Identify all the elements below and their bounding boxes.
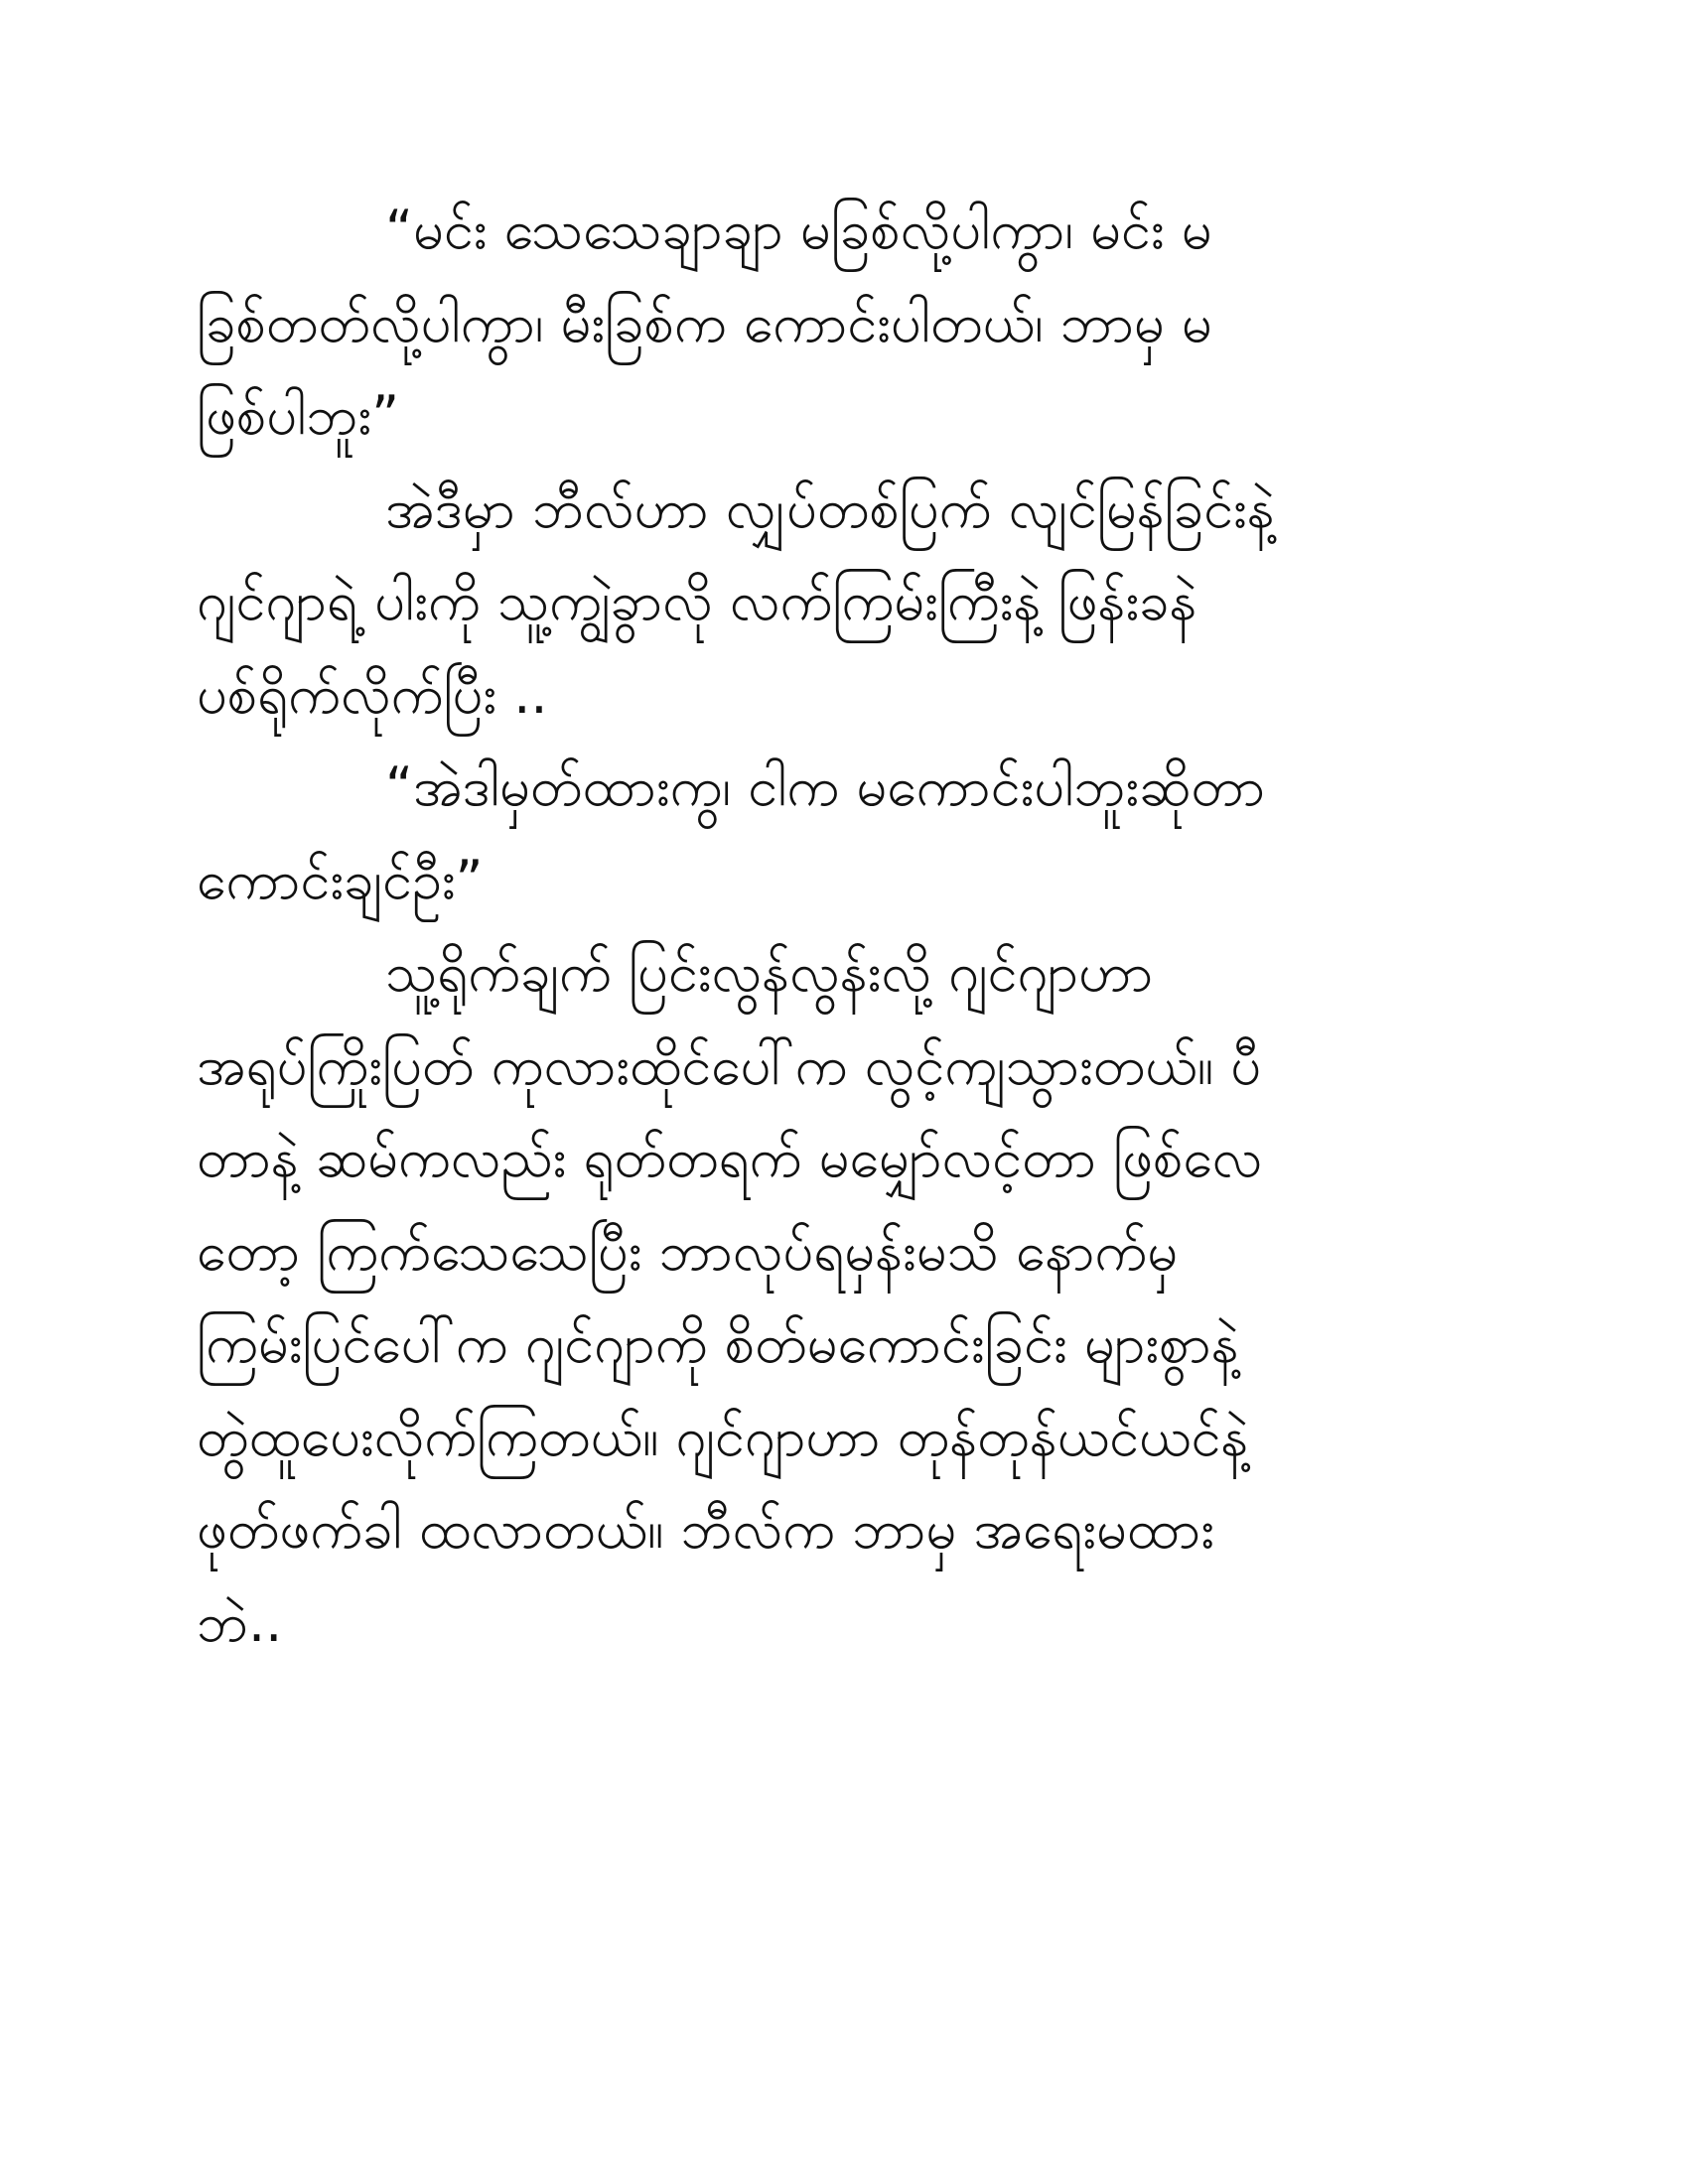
paragraph-1 [197, 184, 1487, 463]
text-line: ဖြစ်ပါဘူး” [197, 384, 400, 447]
text-line: ပစ်ရိုက်လိုက်ပြီး .. [197, 662, 548, 726]
text-line: တွဲထူပေးလိုက်ကြတယ်။ ဂျင်ဂျာဟာ တုန်တုန်ယင်ယင်နဲ့ [197, 1405, 1249, 1468]
text-line: တော့ ကြက်သေသေပြီး ဘာလုပ်ရမှန်းမသိ နောက်မှ [197, 1219, 1179, 1283]
paragraph-2 [197, 463, 1487, 742]
text-line: “မင်း သေသေချာချာ မခြစ်လို့ပါကွာ၊ မင်း မ [385, 199, 1212, 261]
text-line: တာနဲ့ ဆမ်ကလည်း ရုတ်တရက် မမျှော်လင့်တာ ဖြစ်လေ [197, 1127, 1263, 1189]
text-line: ဂျင်ဂျာရဲ့ ပါးကို သူ့ကျွဲခွာလို လက်ကြမ်းကြီးနဲ့ ဖြန်းခနဲ [197, 570, 1197, 632]
text-line: ကြမ်းပြင်ပေါ်က ဂျင်ဂျာကို စိတ်မကောင်းခြင်း များစွာနဲ့ [197, 1312, 1239, 1375]
paragraph-4 [197, 926, 1487, 1669]
text-line: ဖုတ်ဖက်ခါ ထလာတယ်။ ဘီလ်က ဘာမှ အရေးမထား [197, 1498, 1214, 1561]
text-line: ခြစ်တတ်လို့ပါကွာ၊ မီးခြစ်က ကောင်းပါတယ်၊ ဘာမှ မ [197, 291, 1212, 354]
text-line: ဘဲ.. [197, 1590, 283, 1654]
text-line: သူ့ရိုက်ချက် ပြင်းလွန်လွန်းလို့ ဂျင်ဂျာဟာ [385, 941, 1154, 1004]
text-line: “အဲဒါမှတ်ထားကွ၊ ငါက မကောင်းပါဘူးဆိုတာ [385, 755, 1266, 818]
document-body [197, 184, 1487, 1669]
text-line: အရုပ်ကြိုးပြတ် ကုလားထိုင်ပေါ်က လွင့်ကျသွားတယ်။ ပီ [197, 1033, 1262, 1097]
paragraph-3 [197, 741, 1487, 926]
text-line: ကောင်းချင်ဦး” [197, 848, 484, 911]
text-line: အဲဒီမှာ ဘီလ်ဟာ လျှပ်တစ်ပြက် လျင်မြန်ခြင်းနဲ့ [385, 477, 1275, 540]
